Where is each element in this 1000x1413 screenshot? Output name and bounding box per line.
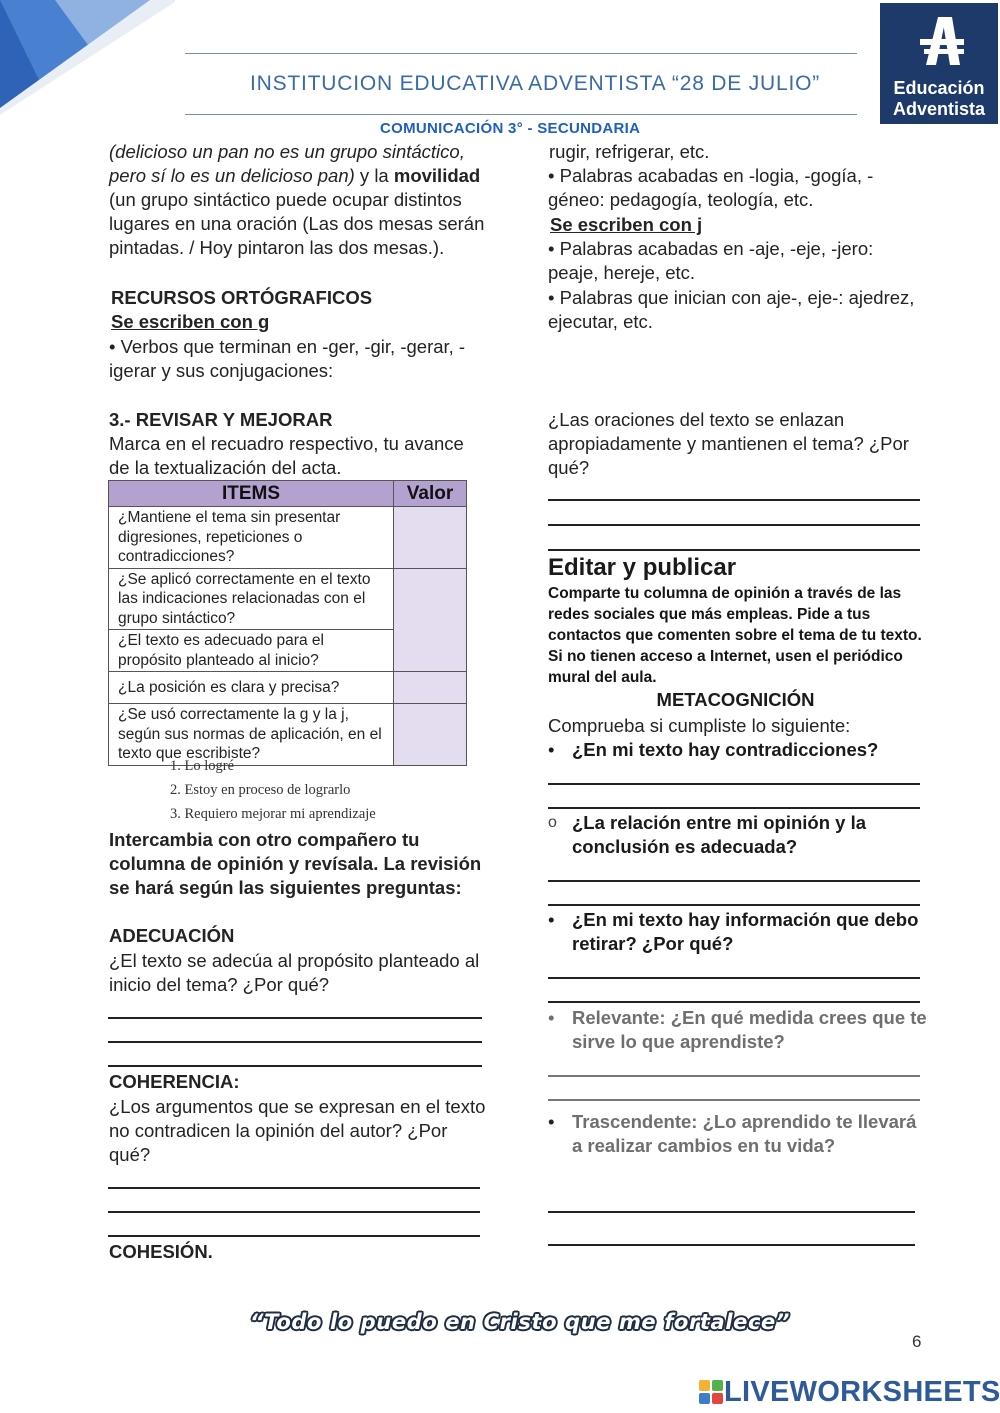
answer-line[interactable] (548, 1099, 920, 1101)
scale-item-1: 1. Lo logré (170, 758, 235, 774)
syntax-example: (delicioso un pan no es un grupo sintáctico, pero sí lo es un delicioso pan) (109, 141, 465, 186)
editar-title: Editar y publicar (548, 554, 737, 581)
meta-question-1: • ¿En mi texto hay contradicciones? (548, 739, 879, 760)
value-cell-4[interactable] (394, 704, 467, 766)
answer-line[interactable] (548, 1244, 915, 1246)
coherencia-title: COHERENCIA: (109, 1071, 240, 1092)
value-cell-3[interactable] (394, 672, 467, 704)
revisar-title: 3.- REVISAR Y MEJORAR (109, 409, 333, 430)
value-cell-1[interactable] (394, 507, 467, 569)
table-item-1: ¿Mantiene el tema sin presentar digresiones, repeticiones o contradicciones? (109, 507, 394, 569)
meta-question-3: • ¿En mi texto hay información que debo retirar? ¿Por qué? (548, 909, 919, 954)
logo-text-line1: Educación (893, 78, 985, 98)
meta-question-4: • Relevante: ¿En qué medida crees que te sirve lo que aprendiste? (548, 1007, 927, 1052)
metacognicion-intro: Comprueba si cumpliste lo siguiente: (548, 715, 851, 736)
logo-text-line2: Adventista (892, 99, 986, 119)
table-header-valor: Valor (394, 481, 467, 507)
table-item-4: ¿La posición es clara y precisa? (109, 672, 394, 704)
logo-mark-icon (880, 3, 998, 75)
answer-line[interactable] (108, 1187, 480, 1189)
scale-item-3: 3. Requiero mejorar mi aprendizaje (170, 806, 376, 822)
table-item-5: ¿Se usó correctamente la g y la j, según sus normas de aplicación, en el texto que escribiste? (109, 704, 394, 766)
circle-bullet-icon: o (548, 814, 557, 831)
bullet-icon: • (548, 1007, 555, 1028)
answer-line[interactable] (108, 1041, 482, 1043)
answer-line[interactable] (548, 807, 920, 809)
answer-line[interactable] (548, 1001, 920, 1003)
bullet-icon: • (548, 909, 555, 930)
coherencia-question: ¿Los argumentos que se expresan en el texto no contradicen la opinión del autor? ¿Por qué? (109, 1096, 486, 1165)
answer-line[interactable] (108, 1065, 482, 1067)
evaluation-table (108, 480, 467, 766)
syntax-paragraph: (delicioso un pan no es un grupo sintáctico, pero sí lo es un delicioso pan) y la movilidad (un grupo sintáctico puede ocupar distintos lugares en una oración (Las dos mesas serán pintadas. / Hoy pintaron las dos mesas.). (109, 141, 485, 258)
school-title: INSTITUCION EDUCATIVA ADVENTISTA “28 DE JULIO” (249, 72, 821, 95)
g-rule-continuation: rugir, refrigerar, etc. (549, 141, 710, 162)
answer-line[interactable] (548, 524, 920, 526)
answer-line[interactable] (108, 1211, 480, 1213)
j-rule-title: Se escriben con j (550, 214, 703, 235)
subject-title: COMUNICACIÓN 3° - SECUNDARIA (380, 120, 641, 137)
adecuacion-question: ¿El texto se adecúa al propósito planteado al inicio del tema? ¿Por qué? (109, 950, 480, 995)
intercambia-instruction: Intercambia con otro compañero tu columna de opinión y revísala. La revisión se hará según las siguientes preguntas: (109, 829, 482, 898)
recursos-title: RECURSOS ORTÓGRAFICOS (111, 287, 373, 308)
page-number: 6 (912, 1332, 922, 1351)
answer-line[interactable] (548, 499, 920, 501)
liveworksheets-text: LIVEWORKSHEETS (724, 1376, 1000, 1408)
answer-line[interactable] (548, 880, 920, 882)
value-cell-2[interactable] (394, 568, 467, 672)
answer-line[interactable] (548, 977, 920, 979)
g-rule-2: • Palabras acabadas en -logia, -gogía, -géneo: pedagogía, teología, etc. (548, 165, 874, 210)
cohesion-question: ¿Las oraciones del texto se enlazan apropiadamente y mantienen el tema? ¿Por qué? (548, 409, 909, 478)
motto-banner: “Todo lo puedo en Cristo que me fortalece” (250, 1310, 790, 1334)
j-rule-1: • Palabras acabadas en -aje, -eje, -jero: peaje, hereje, etc. (548, 238, 874, 283)
g-rule-title: Se escriben con g (111, 311, 270, 332)
scale-item-2: 2. Estoy en proceso de lograrlo (170, 782, 351, 798)
answer-line[interactable] (548, 549, 920, 551)
metacognicion-title: METACOGNICIÓN (656, 689, 815, 710)
header-line-top (185, 53, 857, 54)
table-header-items: ITEMS (109, 481, 394, 507)
answer-line[interactable] (548, 1075, 920, 1077)
table-item-2: ¿Se aplicó correctamente en el texto las indicaciones relacionadas con el grupo sintáctico? (109, 568, 394, 630)
editar-body: Comparte tu columna de opinión a través de las redes sociales que más empleas. Pide a tus contactos que comenten sobre el tema de tu texto. Si no tienen acceso a Internet, usen el periódico mural del aula. (548, 585, 922, 686)
answer-line[interactable] (548, 783, 920, 785)
meta-question-2: o ¿La relación entre mi opinión y la conclusión es adecuada? (548, 812, 867, 857)
mobility-term: movilidad (393, 165, 481, 186)
answer-line[interactable] (108, 1017, 482, 1019)
answer-line[interactable] (108, 1235, 480, 1237)
corner-decoration (0, 0, 175, 115)
g-rule-text: • Verbos que terminan en -ger, -gir, -gerar, -igerar y sus conjugaciones: (109, 336, 466, 381)
j-rule-2: • Palabras que inician con aje-, eje-: ajedrez, ejecutar, etc. (548, 287, 915, 332)
bullet-icon: • (548, 1111, 555, 1132)
table-item-3: ¿El texto es adecuado para el propósito planteado al inicio? (109, 630, 394, 672)
meta-question-5: • Trascendente: ¿Lo aprendido te llevará a realizar cambios en tu vida? (548, 1111, 917, 1156)
adecuacion-title: ADECUACIÓN (109, 925, 235, 946)
answer-line[interactable] (548, 904, 920, 906)
answer-line[interactable] (548, 1211, 915, 1213)
bullet-icon: • (548, 739, 555, 760)
cohesion-title: COHESIÓN. (109, 1241, 213, 1262)
adventist-logo (880, 3, 998, 124)
liveworksheets-logo-icon (698, 1379, 724, 1405)
revisar-instruction: Marca en el recuadro respectivo, tu avance de la textualización del acta. (109, 433, 464, 478)
header-line-bottom (185, 114, 857, 115)
